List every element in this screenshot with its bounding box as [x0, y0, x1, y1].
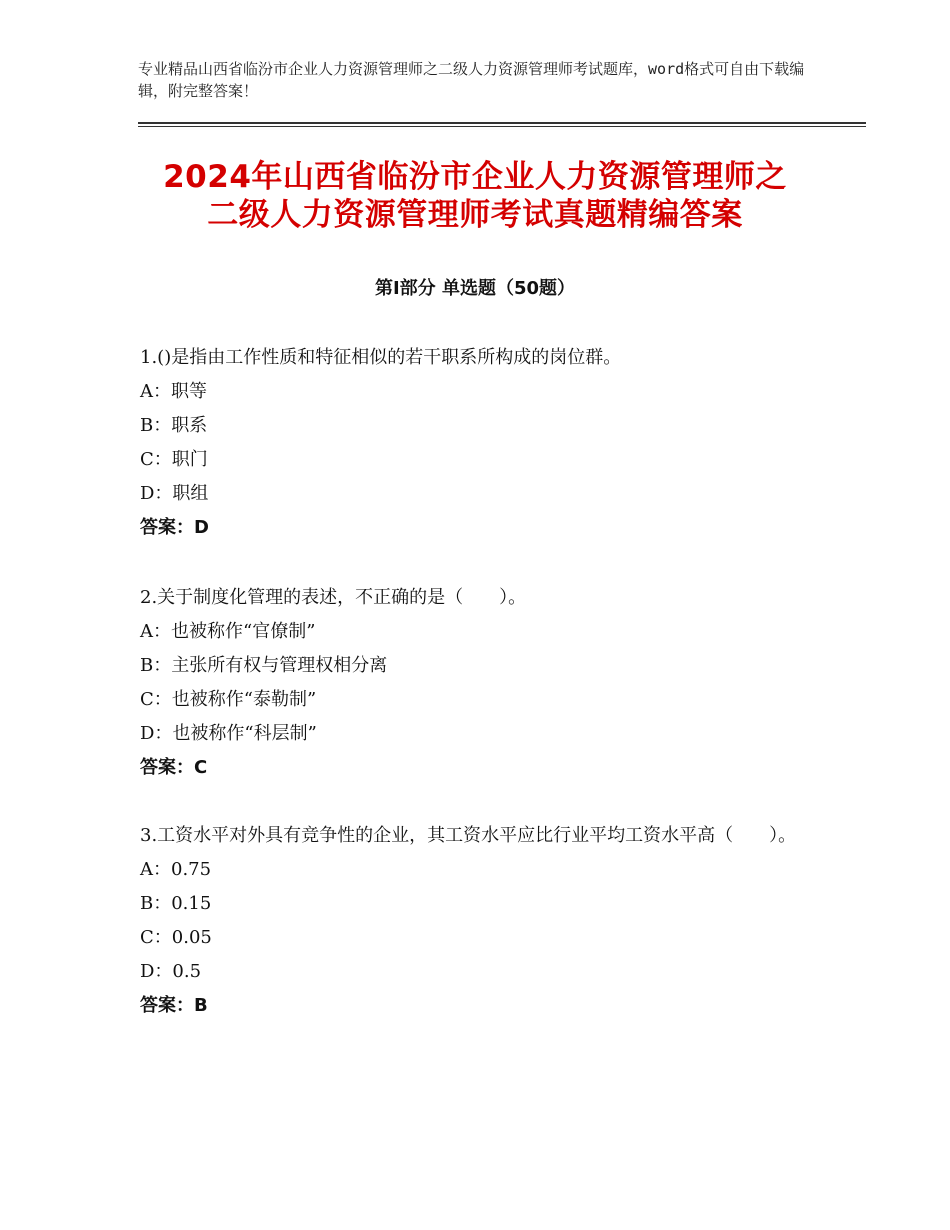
option-c: C：0.05: [140, 927, 212, 948]
document-title: [100, 158, 850, 234]
question-stem: 2.关于制度化管理的表述，不正确的是（ ）。: [140, 587, 527, 608]
section-heading: 第I部分 单选题（50题）: [374, 278, 575, 299]
answer-line: 答案：C: [140, 757, 208, 778]
option-b: B：职系: [140, 415, 208, 436]
header-divider-thin: [138, 126, 866, 127]
question-stem: 1.()是指由工作性质和特征相似的若干职系所构成的岗位群。: [140, 347, 622, 368]
option-a: A：也被称作“官僚制”: [140, 621, 316, 642]
answer-line: 答案：D: [140, 517, 209, 538]
question-stem: 3.工资水平对外具有竞争性的企业，其工资水平应比行业平均工资水平高（ ）。: [140, 825, 797, 846]
option-b: B：0.15: [140, 893, 212, 914]
question-block: [140, 819, 800, 1023]
question-block: [140, 581, 820, 785]
option-c: C：也被称作“泰勒制”: [140, 689, 317, 710]
option-c: C：职门: [140, 449, 208, 470]
question-block: [140, 341, 820, 545]
option-d: D：也被称作“科层制”: [140, 723, 317, 744]
header-note: 专业精品山西省临汾市企业人力资源管理师之二级人力资源管理师考试题库，word格式可自由下载编辑，附完整答案！: [138, 60, 805, 100]
header-divider: [138, 122, 866, 124]
option-a: A：职等: [140, 381, 207, 402]
option-b: B：主张所有权与管理权相分离: [140, 655, 388, 676]
answer-line: 答案：B: [140, 995, 208, 1016]
title-line-2: 二级人力资源管理师考试真题精编答案: [207, 197, 743, 233]
title-line-1: 2024年山西省临汾市企业人力资源管理师之: [163, 159, 787, 195]
option-d: D：职组: [140, 483, 209, 504]
option-d: D：0.5: [140, 961, 202, 982]
option-a: A：0.75: [140, 859, 212, 880]
